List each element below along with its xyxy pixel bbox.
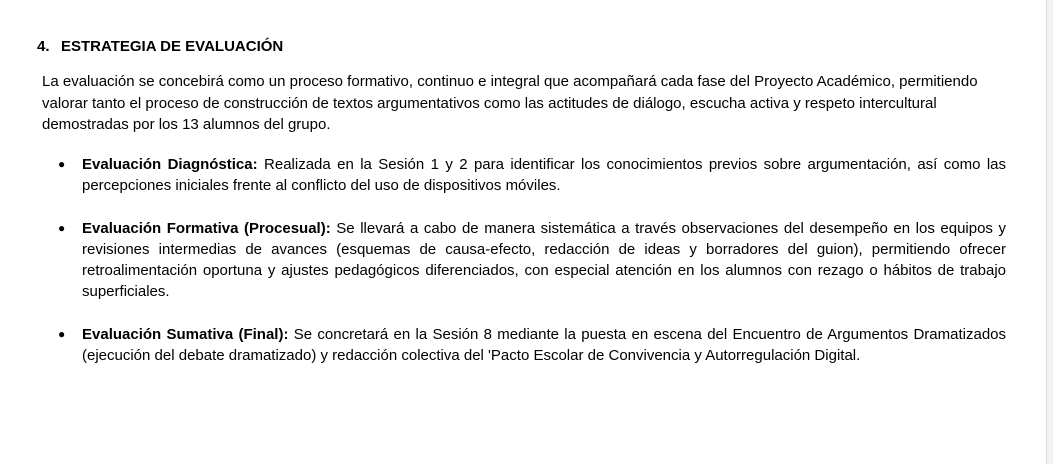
- item-label: Evaluación Diagnóstica:: [82, 156, 258, 173]
- item-text: Realizada en la Sesión 1 y 2 para identificar los conocimientos previos sobre argumentación, así como las percepciones iniciales frente al conflicto del uso de dispositivos móviles.: [82, 156, 1006, 195]
- list-item-formative: [56, 218, 1006, 303]
- bullet-icon: ●: [58, 220, 66, 235]
- bullet-icon: ●: [58, 157, 66, 171]
- bullet-icon: ●: [58, 326, 66, 341]
- section-number: 4.: [37, 38, 50, 55]
- list-item-summative: [56, 324, 1006, 367]
- window-edge: [1046, 0, 1053, 464]
- item-label: Evaluación Sumativa (Final):: [82, 325, 289, 343]
- intro-paragraph: La evaluación se concebirá como un proceso formativo, continuo e integral que acompañará cada fase del Proyecto Académico, permitiendo valorar tanto el proceso de construcción de textos argumentativos como las actitudes de diálogo, escucha activa y respeto intercultural demostradas por los 13 alumnos del grupo.: [42, 73, 978, 133]
- item-label: Evaluación Formativa (Procesual):: [82, 219, 331, 237]
- section-title: ESTRATEGIA DE EVALUACIÓN: [61, 38, 284, 55]
- section-heading: [37, 38, 283, 56]
- item-text: Se concretará en la Sesión 8 mediante la puesta en escena del Encuentro de Argumentos Dramatizados (ejecución del debate dramatizado) y redacción colectiva del 'Pacto Escolar de Convivencia y Autorregulación Digital.: [82, 325, 1007, 365]
- list-item-diagnostic: [56, 154, 1006, 197]
- evaluation-list: [56, 154, 1006, 387]
- item-text: Se llevará a cabo de manera sistemática a través observaciones del desempeño en los equipos y revisiones intermedias de avances (esquemas de causa-efecto, redacción de ideas y borradores del guion), permitiendo ofrecer retroalimentación oportuna y ajustes pedagógicos diferenciados, con especial atención en los alumnos con rezago o hábitos de trabajo superficiales.: [82, 219, 1006, 301]
